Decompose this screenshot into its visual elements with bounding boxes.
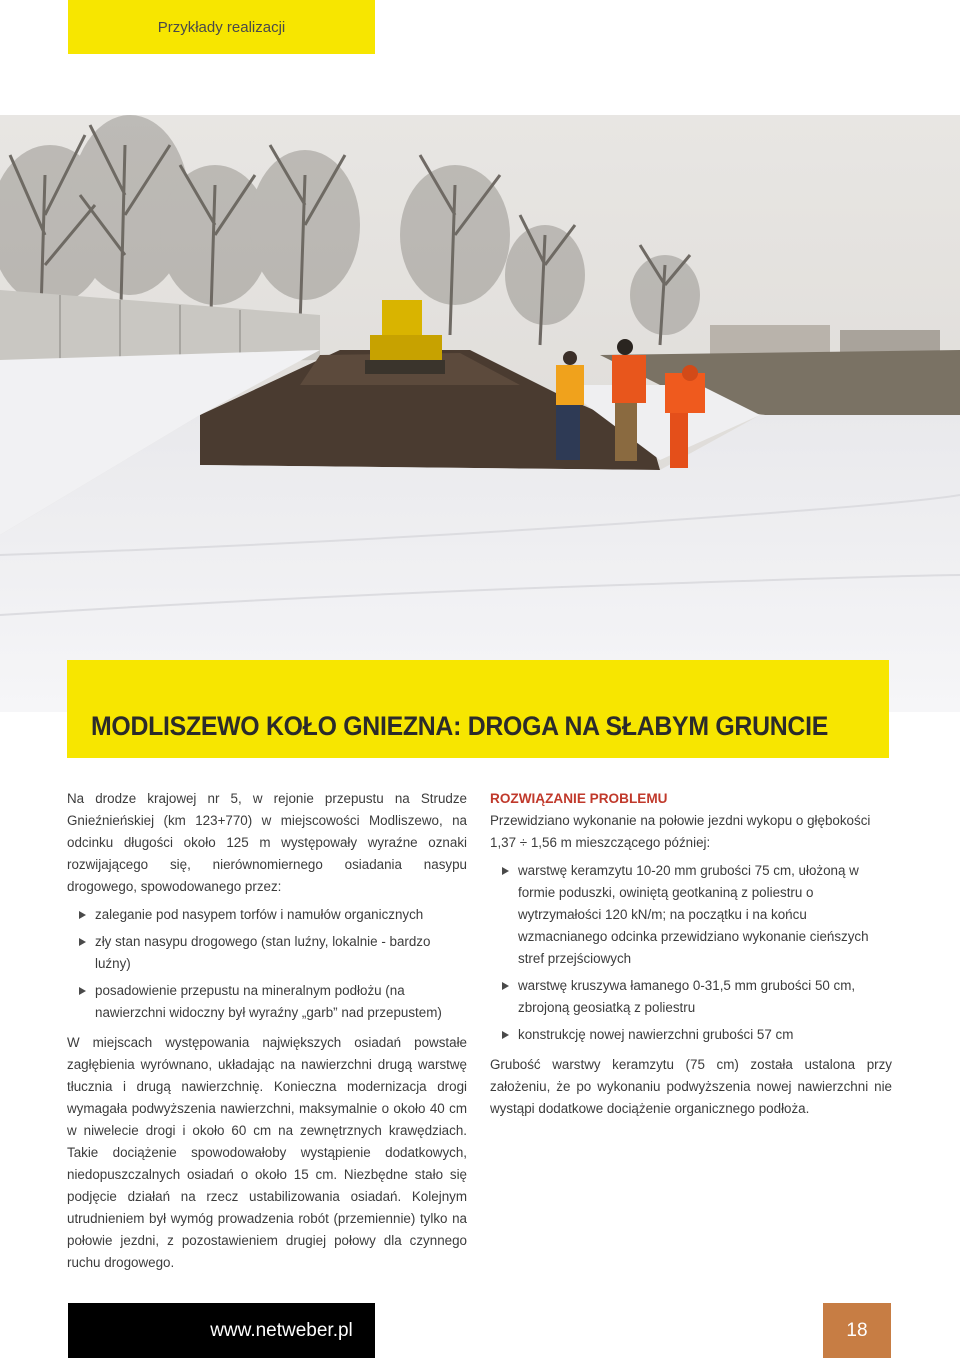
right-column	[490, 788, 892, 1120]
footer-website-bar	[68, 1303, 375, 1358]
section-tab-label: Przykłady realizacji	[157, 18, 286, 36]
list-item: zły stan nasypu drogowego (stan luźny, lokalnie - bardzo luźny)	[67, 931, 467, 975]
page-number-badge	[823, 1303, 891, 1358]
list-item: warstwę kruszywa łamanego 0-31,5 mm grubości 50 cm, zbrojoną geosiatką z poliestru	[490, 975, 892, 1019]
website-link[interactable]: www.netweber.pl	[210, 1319, 353, 1341]
left-intro: Na drodze krajowej nr 5, w rejonie przepustu na Strudze Gnieźnieńskiej (km 123+770) w miejscowości Modliszewo, na odcinku długości około 125 m występowały wyraźne oznaki rozwijającego się, nierównomiernego osiadania nasypu drogowego, spowodowanego przez:	[67, 791, 467, 894]
list-item: posadowienie przepustu na mineralnym podłożu (na nawierzchni widoczny był wyraźny „garb” nad przepustem)	[67, 980, 467, 1024]
list-item: zaleganie pod nasypem torfów i namułów organicznych	[67, 904, 467, 926]
list-item: konstrukcję nowej nawierzchni grubości 57 cm	[490, 1024, 892, 1046]
left-body: W miejscach występowania największych osiadań powstałe zagłębienia wyrównano, układając na nawierzchni drugą warstwę tłucznia i drugą nawierzchnię. Konieczna modernizacja drogi wymagała podwyższenia nawierzchni, maksymalnie o około 40 cm w niwelecie drogi i około 60 cm na zewnętrznych krawędziach. Takie dociążenie spowodowałoby wystąpienie dodatkowych, niedopuszczalnych osiadań o około 15 cm. Niezbędne stało się podjęcie działań na rzecz ustabilizowania osiadań. Kolejnym utrudnieniem był wymóg prowadzenia robót (przemiennie) tylko na połowie jezdni, z pozostawieniem drugiej połowy dla czynnego ruchu drogowego.	[67, 1035, 467, 1270]
page-number: 18	[846, 1319, 868, 1341]
left-bullet-list	[67, 904, 467, 1024]
right-bullet-list	[490, 860, 892, 1046]
right-body: Grubość warstwy keramzytu (75 cm) została ustalona przy założeniu, że po wykonaniu podwyższenia nowej nawierzchni nie wystąpi dodatkowe dociążenie organicznego podłoża.	[490, 1057, 892, 1116]
section-tab	[68, 0, 375, 54]
page-title: MODLISZEWO KOŁO GNIEZNA: DROGA NA SŁABYM GRUNCIE	[91, 711, 828, 741]
right-intro: Przewidziano wykonanie na połowie jezdni wykopu o głębokości 1,37 ÷ 1,56 m mieszczącego później:	[490, 813, 871, 850]
title-band	[67, 660, 889, 758]
left-column	[67, 788, 467, 1274]
list-item: warstwę keramzytu 10-20 mm grubości 75 cm, ułożoną w formie poduszki, owiniętą geotkaniną z poliestru o wytrzymałości 120 kN/m; na początku i na końcu wzmacnianego odcinka przewidziano wykonanie cieńszych stref przejściowych	[490, 860, 892, 970]
construction-photo	[0, 115, 960, 712]
solution-heading: ROZWIĄZANIE PROBLEMU	[490, 791, 668, 806]
